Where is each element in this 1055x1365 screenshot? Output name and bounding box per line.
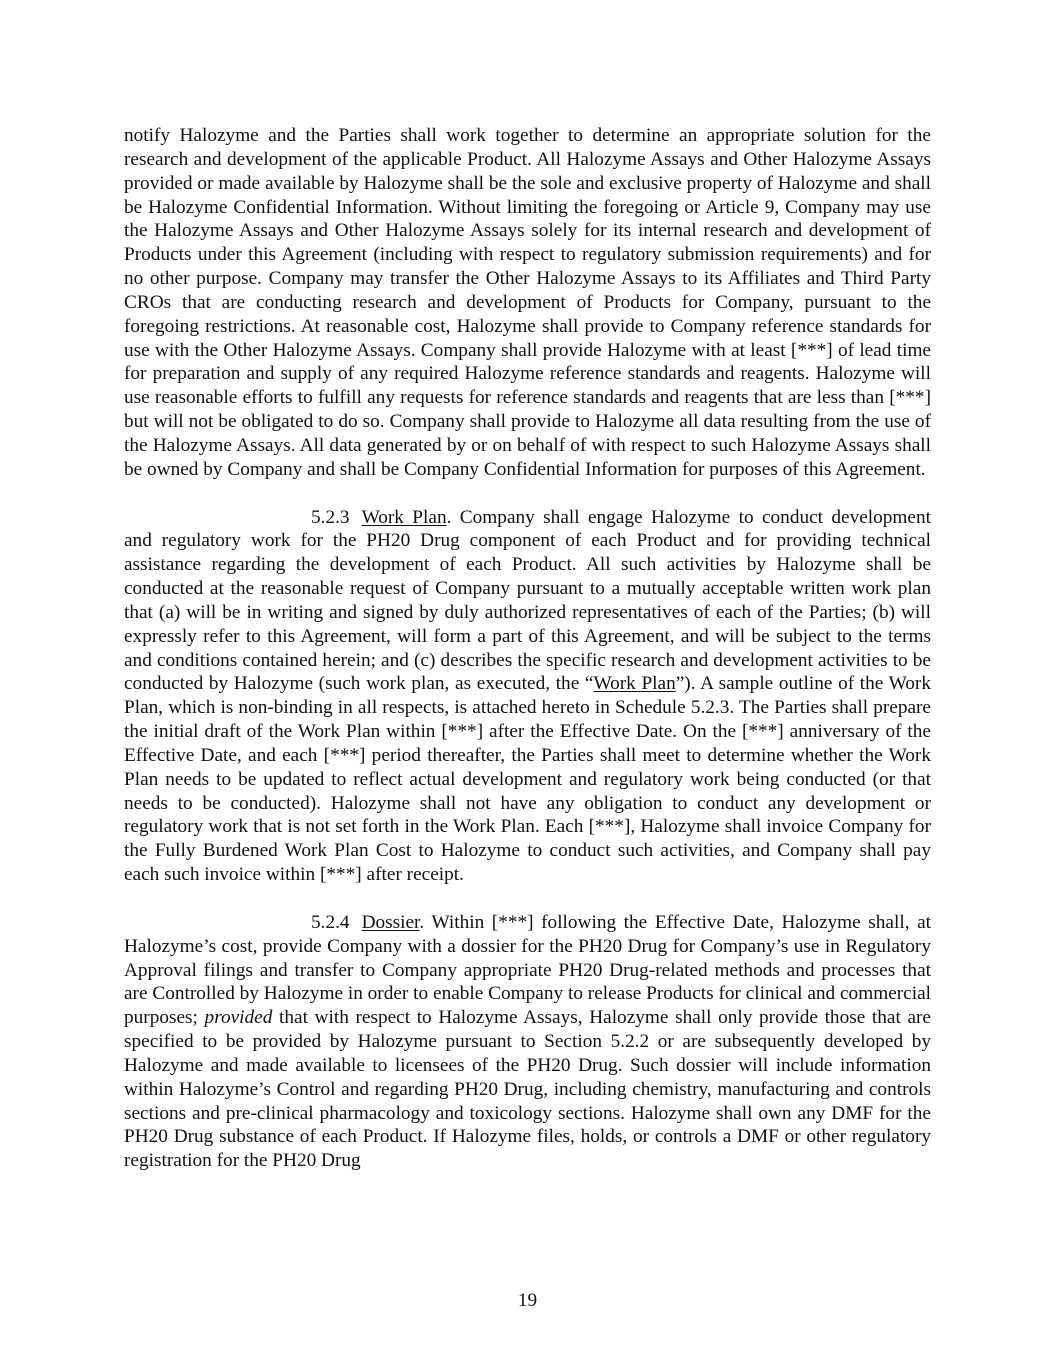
section-heading: Work Plan	[361, 506, 447, 528]
section-text-part-1: Within [***] following the Effective Date, Halozyme shall, at Halozyme’s cost, provide Company with a dossier for the PH20 Drug for Company’s use in Regulatory Approval filings and transfer to Company appropriate PH20 Drug-related methods and processes that are Controlled by Halozyme in order to enable Company to release Products for clinical and commercial purposes;	[124, 911, 931, 1029]
section-text-part-2: that with respect to Halozyme Assays, Halozyme shall only provide those that are specified to be provided by Halozyme pursuant to Section 5.2.2 or are subsequently developed by Halozyme and made available to licensees of the PH20 Drug. Such dossier will include information within Halozyme’s Control and regarding PH20 Drug, including chemistry, manufacturing and controls sections and pre-clinical pharmacology and toxicology sections. Halozyme shall own any DMF for the PH20 Drug substance of each Product. If Halozyme files, holds, or controls a DMF or other regulatory registration for the PH20 Drug	[124, 1007, 931, 1172]
section-number: 5.2.3	[311, 506, 350, 528]
paragraph-continuation	[124, 124, 931, 482]
italic-term: provided	[204, 1007, 273, 1029]
paragraph-text: notify Halozyme and the Parties shall work together to determine an appropriate solution for the research and development of the applicable Product. All Halozyme Assays and Other Halozyme Assays provided or made available by Halozyme shall be the sole and exclusive property of Halozyme and shall be Halozyme Confidential Information. Without limiting the foregoing or Article 9, Company may use the Halozyme Assays and Other Halozyme Assays solely for its internal research and development of Products under this Agreement (including with respect to regulatory submission requirements) and for no other purpose. Company may transfer the Other Halozyme Assays to its Affiliates and Third Party CROs that are conducting research and development of Products for Company, pursuant to the foregoing restrictions. At reasonable cost, Halozyme shall provide to Company reference standards for use with the Other Halozyme Assays. Company shall provide Halozyme with at least [***] of lead time for preparation and supply of any required Halozyme reference standards and reagents. Halozyme will use reasonable efforts to fulfill any requests for reference standards and reagents that are less than [***] but will not be obligated to do so. Company shall provide to Halozyme all data resulting from the use of the Halozyme Assays. All data generated by or on behalf of with respect to such Halozyme Assays shall be owned by Company and shall be Company Confidential Information for purposes of this Agreement.	[124, 125, 931, 480]
page-number: 19	[517, 1290, 538, 1311]
section-text-part-1: Company shall engage Halozyme to conduct development and regulatory work for the PH20 Drug component of each Product and for providing technical assistance regarding the development of each Product. All such activities by Halozyme shall be conducted at the reasonable request of Company pursuant to a mutually acceptable written work plan that (a) will be in writing and signed by duly authorized representatives of each of the Parties; (b) will expressly refer to this Agreement, will form a part of this Agreement, and will be subject to the terms and conditions contained herein; and (c) describes the specific research and development activities to be conducted by Halozyme (such work plan, as executed, the “	[124, 506, 931, 695]
document-page	[124, 124, 931, 1173]
defined-term: Work Plan	[593, 673, 676, 695]
heading-punctuation: .	[419, 911, 425, 933]
section-number: 5.2.4	[311, 911, 350, 933]
heading-punctuation: .	[446, 506, 452, 528]
section-heading: Dossier	[361, 911, 420, 933]
section-text-part-2: ”). A sample outline of the Work Plan, which is non-binding in all respects, is attached hereto in Schedule 5.2.3. The Parties shall prepare the initial draft of the Work Plan within [***] after the Effective Date. On the [***] anniversary of the Effective Date, and each [***] period thereafter, the Parties shall meet to determine whether the Work Plan needs to be updated to reflect actual development and regulatory work being conducted (or that needs to be conducted). Halozyme shall not have any obligation to conduct any development or regulatory work that is not set forth in the Work Plan. Each [***], Halozyme shall invoice Company for the Fully Burdened Work Plan Cost to Halozyme to conduct such activities, and Company shall pay each such invoice within [***] after receipt.	[124, 673, 931, 886]
section-5-2-3	[124, 506, 931, 888]
section-5-2-4	[124, 911, 931, 1173]
